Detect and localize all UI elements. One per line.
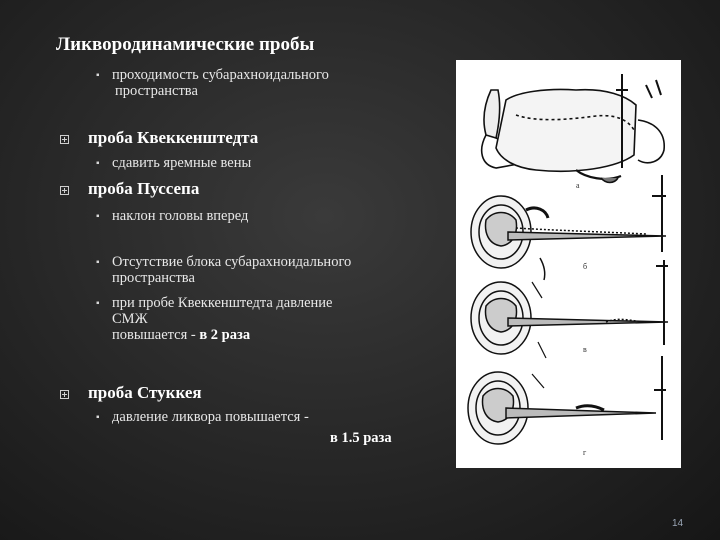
square-bullet-icon: ▪ [96,70,100,81]
list-item-subarachnoid [112,67,329,99]
square-bullet-icon: ▪ [96,158,100,169]
boxed-cross-bullet-icon [60,390,69,399]
figure-label: б [583,262,588,271]
list-item-text: при пробе Квеккенштедта давление [112,295,333,311]
list-item-emphasis: в 2 раза [199,327,251,343]
figure-label: а [576,181,580,190]
boxed-cross-bullet-icon [60,186,69,195]
heading-pussep: проба Пуссепа [88,179,200,198]
square-bullet-icon: ▪ [96,257,100,268]
manometer-tube [656,260,668,345]
list-item-liquor-pressure: давление ликвора повышается - [112,409,309,425]
boxed-cross-bullet-icon [60,135,69,144]
figure-label: в [583,345,587,354]
patient-figure [482,80,665,183]
list-item-text: проходимость субарахноидального [112,67,329,83]
head-section-b [471,196,666,280]
list-item-text: СМЖ [112,311,148,327]
heading-kvekenshtedt: проба Квеккенштедта [88,128,259,147]
list-item-head-tilt: наклон головы вперед [112,208,249,224]
list-item-text: повышается - [112,327,200,343]
list-item-emphasis: в 1.5 раза [330,430,392,446]
list-item-no-block [112,254,351,286]
square-bullet-icon: ▪ [96,211,100,222]
page-number: 14 [672,518,684,529]
figure-label: г [583,448,587,457]
list-item-csf-pressure [112,295,333,343]
list-item-text: пространства [115,83,198,99]
manometer-tube [654,356,666,440]
head-section-c [471,282,668,358]
square-bullet-icon: ▪ [96,298,100,309]
list-item-text: Отсутствие блока субарахноидального [112,254,352,270]
head-section-d [468,372,656,444]
list-item-text: пространства [112,270,195,286]
square-bullet-icon: ▪ [96,412,100,423]
illustration-panel [456,60,681,468]
list-item-jugular: сдавить яремные вены [112,155,252,171]
slide-title: Ликвородинамические пробы [56,34,315,55]
manometric-tests-illustration [456,60,681,468]
heading-stukkey: проба Стуккея [88,383,202,402]
manometer-tube [652,175,666,252]
